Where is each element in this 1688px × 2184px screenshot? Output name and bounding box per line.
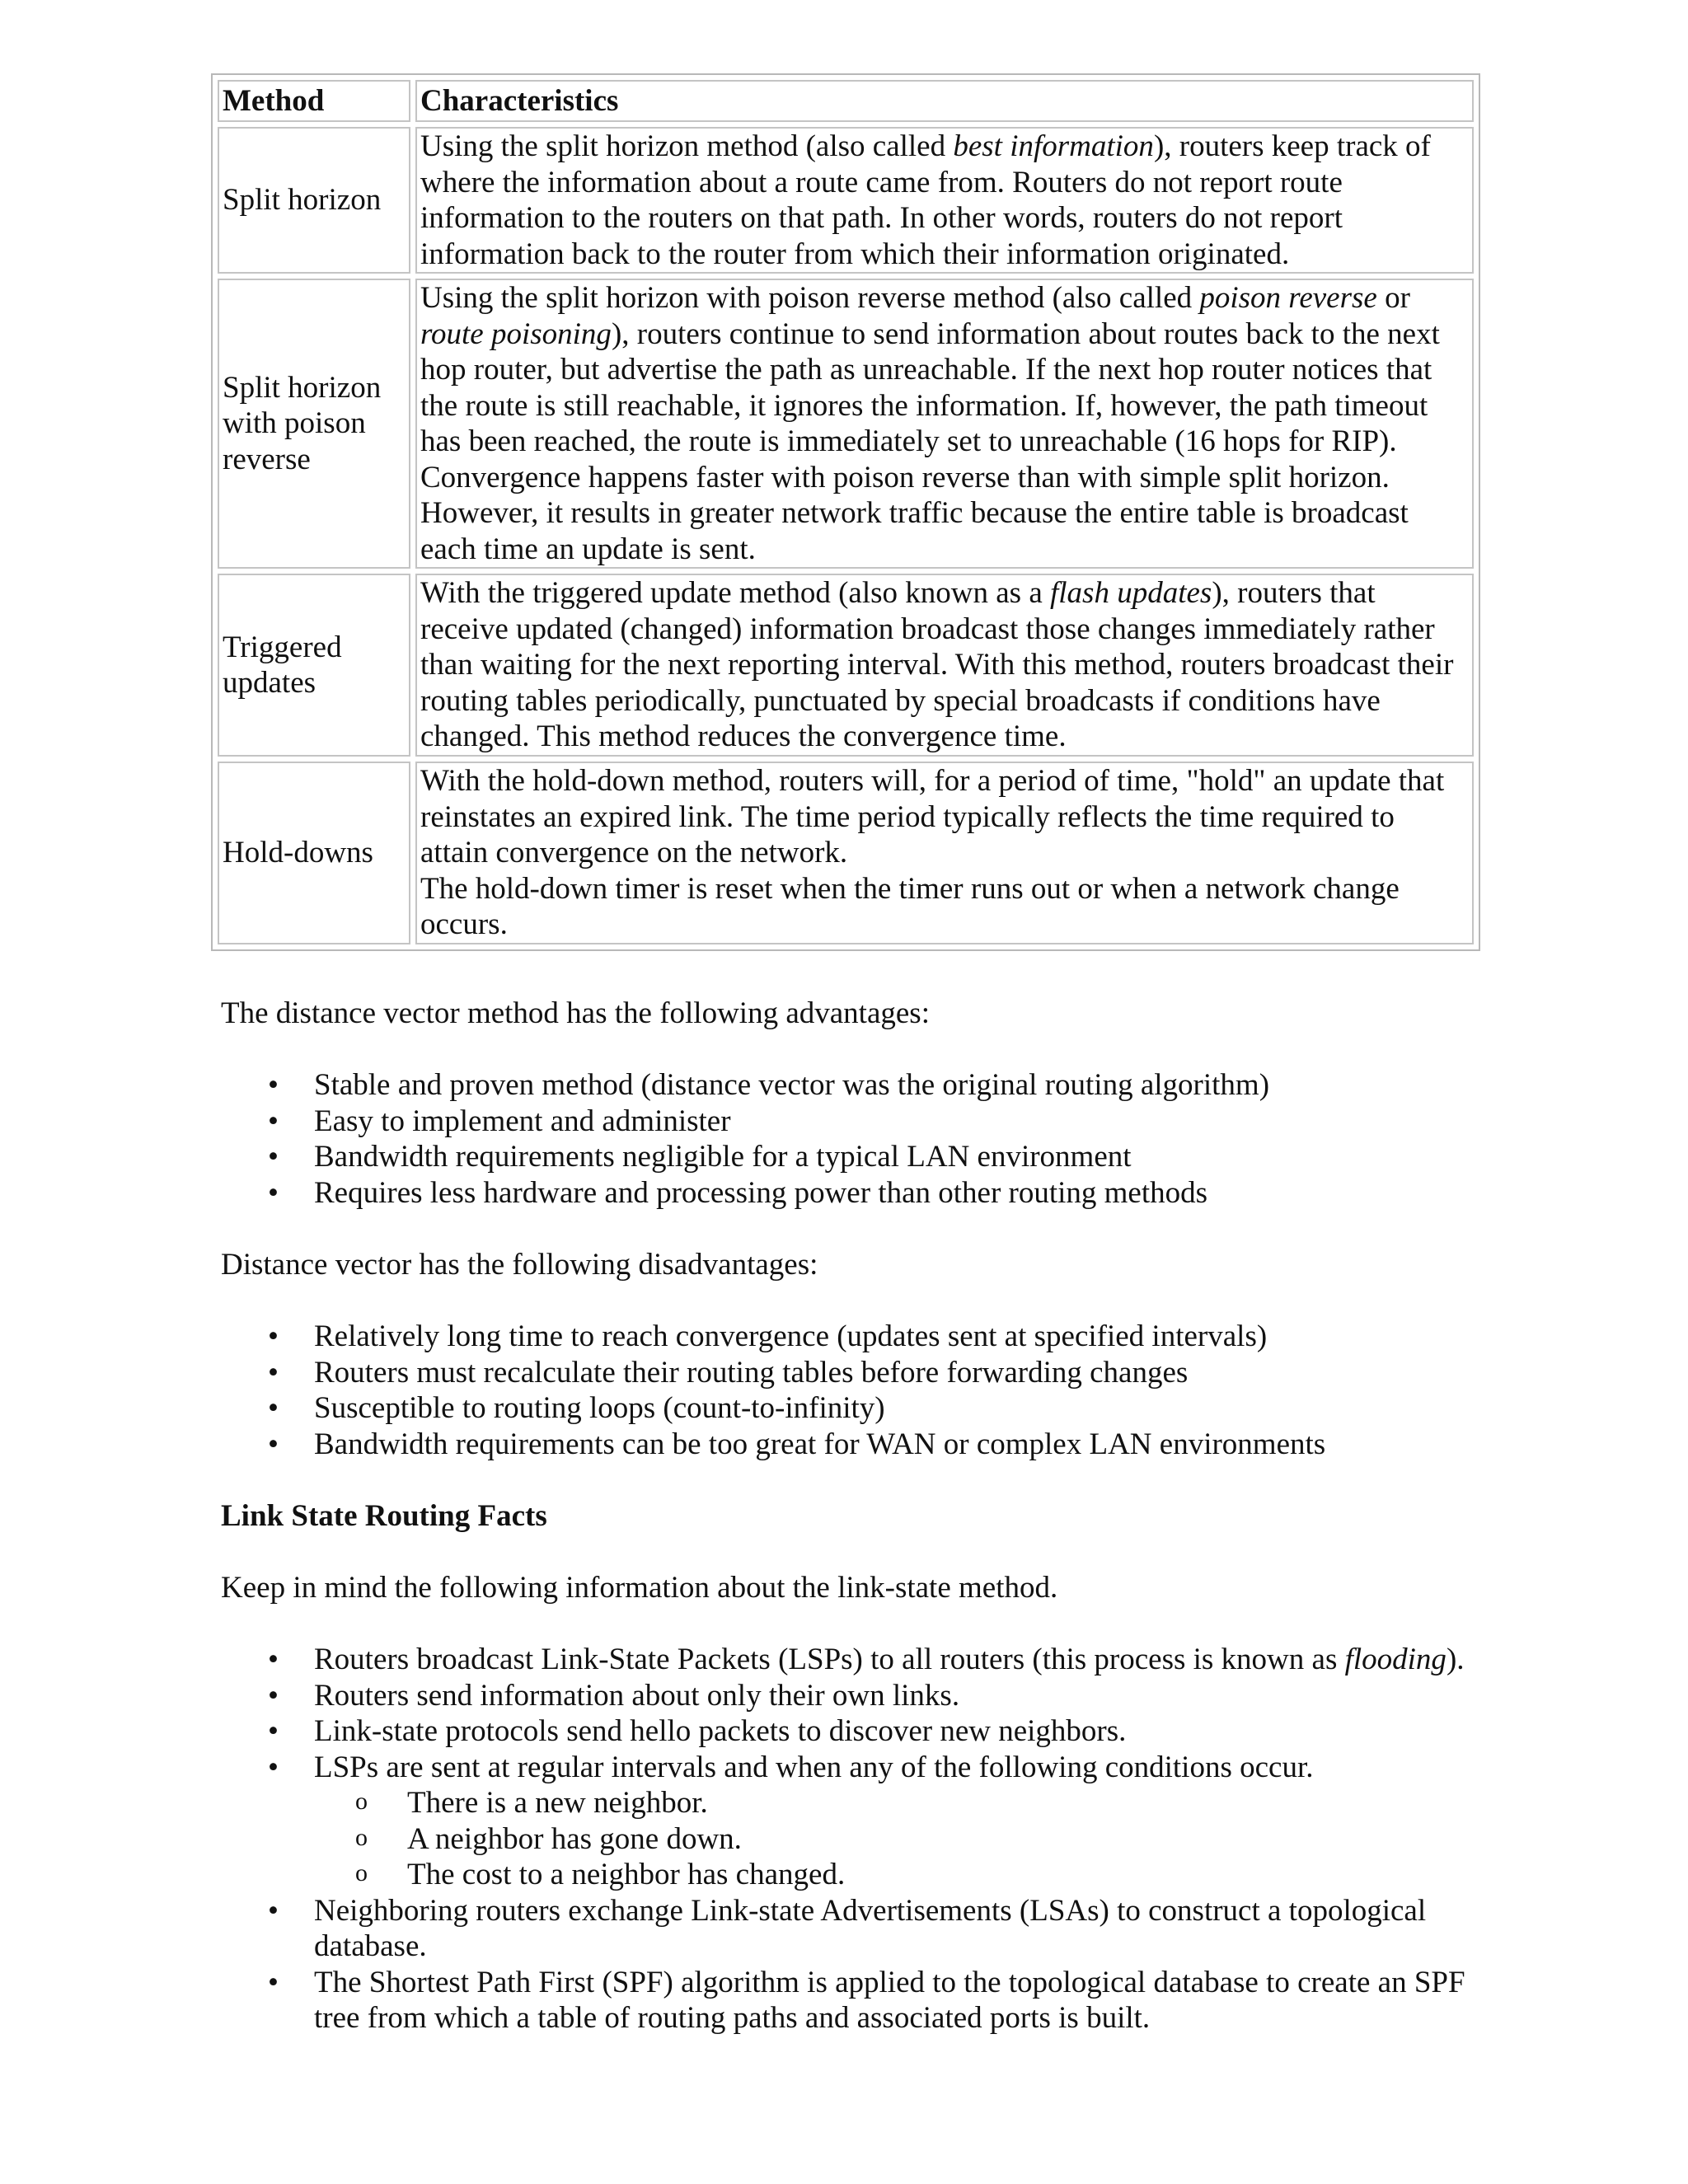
list-item: • Easy to implement and administer [221, 1104, 1482, 1140]
advantages-list [221, 1067, 1482, 1211]
list-item: • Neighboring routers exchange Link-state Advertisements (LSAs) to construct a topological database. [221, 1893, 1482, 1965]
list-item: • Requires less hardware and processing power than other routing methods [221, 1175, 1482, 1212]
list-item: • The Shortest Path First (SPF) algorithm is applied to the topological database to create an SPF tree from which a table of routing paths and associated ports is built. [221, 1965, 1482, 2036]
characteristics-cell: Using the split horizon method (also called best information), routers keep track of where the information about a route came from. Routers do not report route information to the routers on that path. In other words, routers do not report information back to the router from which their information originated. [415, 127, 1474, 274]
table-header-row [218, 80, 1474, 122]
method-cell: Split horizon [218, 127, 410, 274]
header-characteristics: Characteristics [415, 80, 1474, 122]
sub-list-item: o There is a new neighbor. [314, 1785, 1482, 1821]
disadvantages-intro: Distance vector has the following disadvantages: [221, 1248, 818, 1282]
table-row [218, 127, 1474, 274]
characteristics-cell: With the hold-down method, routers will, for a period of time, "hold" an update that reinstates an expired link. The time period typically reflects the time required to attain convergence on the network. The hold-down timer is reset when the timer runs out or when a network change occurs. [415, 762, 1474, 944]
list-item: • Susceptible to routing loops (count-to-infinity) [221, 1390, 1482, 1427]
table-row [218, 574, 1474, 757]
link-state-intro: Keep in mind the following information about the link-state method. [221, 1571, 1058, 1605]
routing-methods-table [211, 73, 1480, 951]
advantages-intro: The distance vector method has the following advantages: [221, 996, 930, 1030]
conditions-sublist [314, 1785, 1482, 1893]
method-cell: Hold-downs [218, 762, 410, 944]
list-item: • Bandwidth requirements negligible for a typical LAN environment [221, 1139, 1482, 1175]
list-item: • LSPs are sent at regular intervals and when any of the following conditions occur. o There is a new neighbor. o A neighbor has gone down. o The cost to a neighbor has changed. [221, 1750, 1482, 1893]
table-row [218, 279, 1474, 569]
sub-list-item: o A neighbor has gone down. [314, 1821, 1482, 1858]
characteristics-cell: With the triggered update method (also known as a flash updates), routers that receive updated (changed) information broadcast those changes immediately rather than waiting for the next reporting interval. With this method, routers broadcast their routing tables periodically, punctuated by special broadcasts if conditions have changed. This method reduces the convergence time. [415, 574, 1474, 757]
header-method: Method [218, 80, 410, 122]
sub-list-item: o The cost to a neighbor has changed. [314, 1857, 1482, 1893]
list-item: • Bandwidth requirements can be too great for WAN or complex LAN environments [221, 1427, 1482, 1463]
link-state-list [221, 1642, 1482, 2036]
list-item: • Routers send information about only their own links. [221, 1678, 1482, 1714]
characteristics-cell: Using the split horizon with poison reverse method (also called poison reverse or route poisoning), routers continue to send information about routes back to the next hop router, but advertise the path as unreachable. If the next hop router notices that the route is still reachable, it ignores the information. If, however, the path timeout has been reached, the route is immediately set to unreachable (16 hops for RIP). Convergence happens faster with poison reverse than with simple split horizon. However, it results in greater network traffic because the entire table is broadcast each time an update is sent. [415, 279, 1474, 569]
disadvantages-list [221, 1319, 1482, 1462]
method-cell: Triggered updates [218, 574, 410, 757]
method-cell: Split horizon with poison reverse [218, 279, 410, 569]
list-item: • Routers must recalculate their routing tables before forwarding changes [221, 1355, 1482, 1391]
list-item: • Routers broadcast Link-State Packets (LSPs) to all routers (this process is known as flooding). [221, 1642, 1482, 1678]
list-item: • Link-state protocols send hello packets to discover new neighbors. [221, 1713, 1482, 1750]
section-heading: Link State Routing Facts [221, 1499, 547, 1533]
list-item: • Stable and proven method (distance vector was the original routing algorithm) [221, 1067, 1482, 1104]
table-row [218, 762, 1474, 944]
list-item: • Relatively long time to reach convergence (updates sent at specified intervals) [221, 1319, 1482, 1355]
